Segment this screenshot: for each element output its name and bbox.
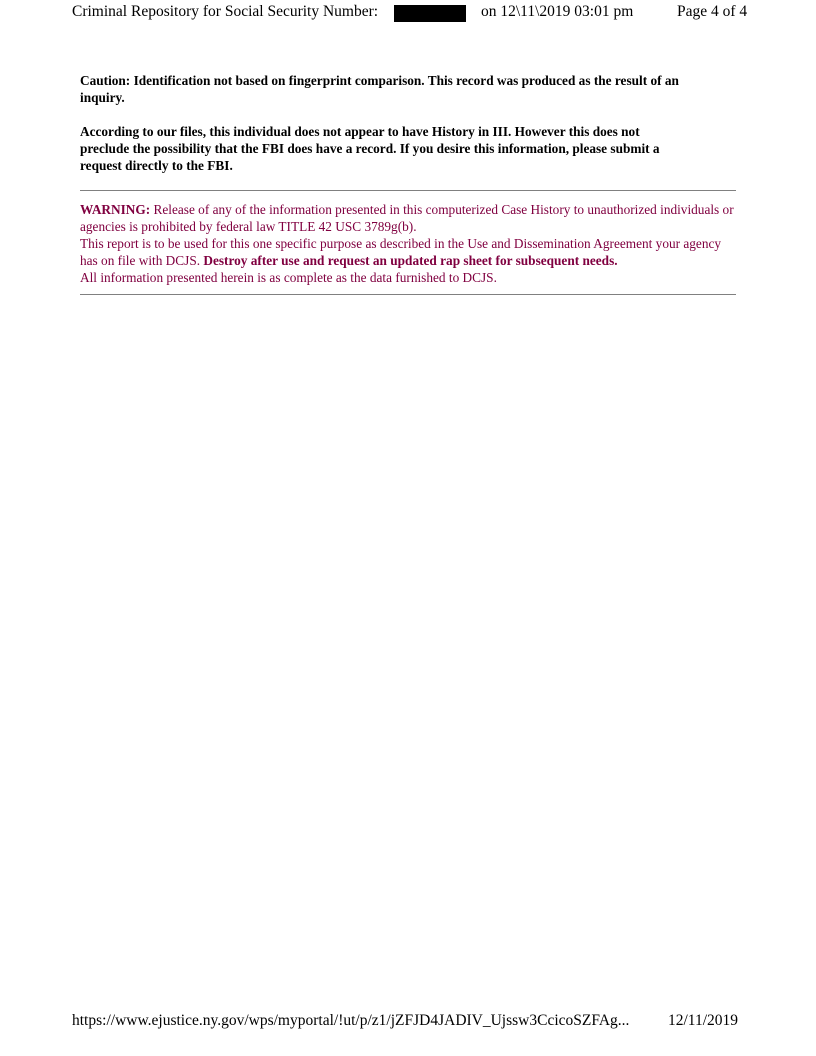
warning-paragraph-3: All information presented herein is as complete as the data furnished to DCJS.	[80, 270, 497, 285]
caution-notice: Caution: Identification not based on fingerprint comparison. This record was produced as the result of an inquiry.	[80, 73, 679, 105]
report-content	[80, 72, 736, 295]
warning-text-1: Release of any of the information presented in this computerized Case History to unauthorized individuals or agencies is prohibited by federal law TITLE 42 USC 3789g(b).	[80, 202, 734, 234]
footer-url: https://www.ejustice.ny.gov/wps/myportal/!ut/p/z1/jZFJD4JADIV_Ujssw3CcicoSZFAg...	[72, 1012, 630, 1029]
page-footer	[0, 1009, 816, 1033]
header-title: Criminal Repository for Social Security Number:	[72, 3, 379, 20]
warning-label: WARNING:	[80, 202, 151, 217]
header-date: on 12\11\2019 03:01 pm	[481, 3, 634, 20]
footer-date: 12/11/2019	[668, 1012, 739, 1029]
warning-text-2: This report is to be used for this one specific purpose as described in the Use and Dissemination Agreement your agency has on file with DCJS.	[80, 236, 722, 268]
warning-paragraph-1	[80, 201, 736, 235]
redaction-block	[394, 5, 466, 22]
warning-box	[80, 190, 736, 295]
fbi-history-notice: According to our files, this individual does not appear to have History in III. However this does not preclude the possibility that the FBI does have a record. If you desire this information, please submit a request directly to the FBI.	[80, 124, 660, 173]
header-page-number: Page 4 of 4	[677, 3, 748, 20]
page-header	[0, 0, 816, 24]
warning-paragraph-2	[80, 235, 736, 269]
warning-text-2-bold: Destroy after use and request an updated rap sheet for subsequent needs.	[203, 253, 618, 268]
